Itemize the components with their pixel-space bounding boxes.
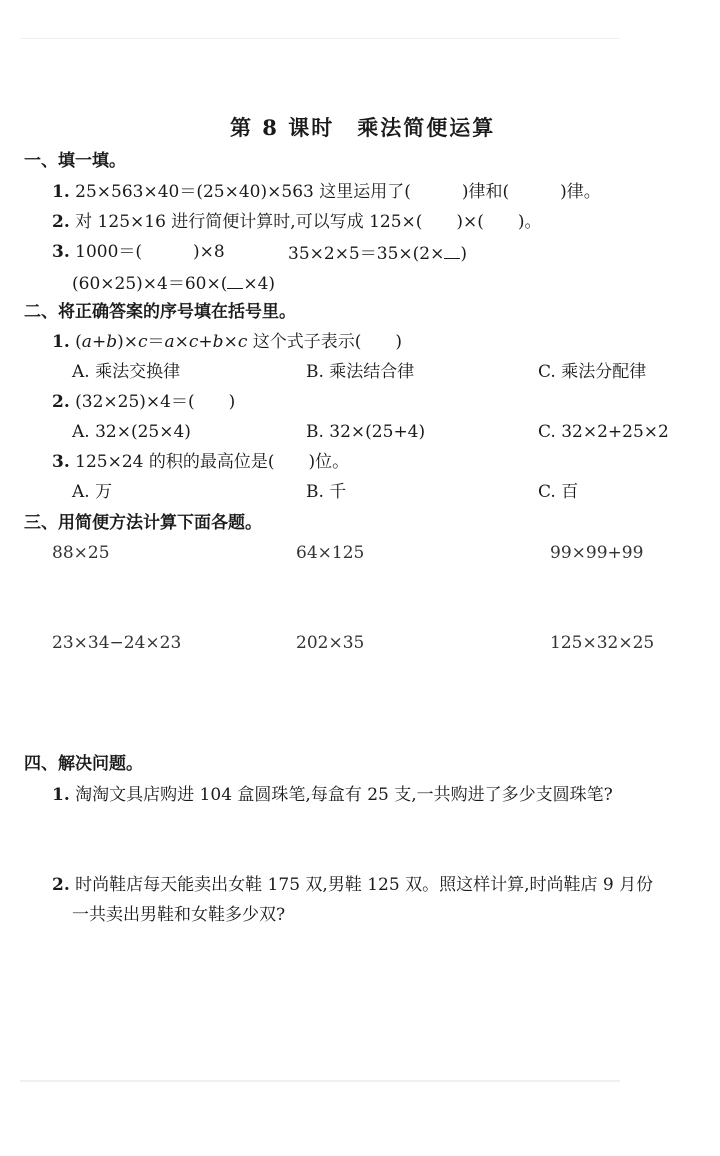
question-text: 这个式子表示( ) bbox=[247, 332, 403, 352]
section-heading-calc: 三、用简便方法计算下面各题。 bbox=[24, 513, 262, 533]
question-text-b: 35×2×5＝35×(2× bbox=[288, 244, 445, 264]
question-text-c: (60×25)×4＝60×( bbox=[72, 274, 228, 294]
formula-part: )× bbox=[117, 332, 138, 352]
question-number: 3. bbox=[52, 242, 70, 262]
question-text-b-end: ) bbox=[460, 244, 467, 264]
question-number: 2. bbox=[52, 392, 70, 412]
formula-part: ( bbox=[75, 332, 82, 352]
section-heading-problems: 四、解决问题。 bbox=[24, 754, 143, 774]
calc-item: 64×125 bbox=[296, 543, 365, 563]
question-text-c-end: ×4) bbox=[243, 274, 276, 294]
choice-question-1 bbox=[52, 334, 402, 351]
fill-question-2 bbox=[52, 214, 542, 231]
option-1b[interactable]: B. 乘法结合律 bbox=[306, 362, 415, 382]
fill-question-1 bbox=[52, 184, 601, 201]
choice-question-3 bbox=[52, 454, 349, 471]
top-rule bbox=[20, 38, 620, 39]
word-problem-2-cont: 一共卖出男鞋和女鞋多少双? bbox=[72, 905, 286, 925]
problem-text: 时尚鞋店每天能卖出女鞋 175 双,男鞋 125 双。照这样计算,时尚鞋店 9 月份 bbox=[75, 875, 654, 895]
formula-var: b bbox=[212, 332, 224, 352]
option-3b[interactable]: B. 千 bbox=[306, 482, 347, 502]
formula-var: a bbox=[81, 332, 92, 352]
option-2b[interactable]: B. 32×(25+4) bbox=[306, 422, 426, 442]
question-number: 2. bbox=[52, 875, 70, 895]
question-number: 1. bbox=[52, 332, 70, 352]
option-2a[interactable]: A. 32×(25×4) bbox=[72, 422, 191, 442]
word-problem-2 bbox=[52, 877, 653, 894]
formula-var: c bbox=[137, 332, 148, 352]
answer-blank[interactable] bbox=[444, 244, 460, 259]
question-number: 2. bbox=[52, 212, 70, 232]
calc-item: 99×99+99 bbox=[550, 543, 644, 563]
calc-item: 23×34−24×23 bbox=[52, 633, 182, 653]
option-2c[interactable]: C. 32×2+25×2 bbox=[538, 422, 669, 442]
answer-blank[interactable] bbox=[227, 274, 243, 289]
problem-text: 淘淘文具店购进 104 盒圆珠笔,每盒有 25 支,一共购进了多少支圆珠笔? bbox=[75, 785, 613, 805]
fill-question-3b bbox=[288, 244, 467, 263]
question-text: (32×25)×4＝( ) bbox=[75, 392, 236, 412]
option-3c[interactable]: C. 百 bbox=[538, 482, 579, 502]
section-heading-choice: 二、将正确答案的序号填在括号里。 bbox=[24, 302, 296, 322]
formula-var: c bbox=[237, 332, 248, 352]
option-1c[interactable]: C. 乘法分配律 bbox=[538, 362, 647, 382]
choice-question-2 bbox=[52, 394, 235, 411]
option-1a[interactable]: A. 乘法交换律 bbox=[72, 362, 181, 382]
question-number: 3. bbox=[52, 452, 70, 472]
word-problem-1 bbox=[52, 787, 613, 804]
fill-question-3c bbox=[72, 274, 275, 293]
formula-part: + bbox=[91, 332, 107, 352]
calc-item: 125×32×25 bbox=[550, 633, 655, 653]
formula-part: ＝ bbox=[147, 332, 165, 352]
calc-item: 202×35 bbox=[296, 633, 365, 653]
calc-item: 88×25 bbox=[52, 543, 110, 563]
fill-question-3 bbox=[52, 244, 225, 261]
bottom-rule bbox=[20, 1080, 620, 1082]
question-text: 25×563×40＝(25×40)×563 这里运用了( )律和( )律。 bbox=[75, 182, 601, 202]
option-3a[interactable]: A. 万 bbox=[72, 482, 113, 502]
formula-var: a bbox=[164, 332, 175, 352]
formula-var: c bbox=[188, 332, 199, 352]
page-title: 第 8 课时 乘法简便运算 bbox=[230, 115, 496, 140]
formula-part: × bbox=[174, 332, 189, 352]
formula-part: × bbox=[223, 332, 238, 352]
section-heading-fill: 一、填一填。 bbox=[24, 151, 126, 171]
formula-part: + bbox=[198, 332, 213, 352]
question-text-a: 1000＝( )×8 bbox=[75, 242, 225, 262]
question-text: 对 125×16 进行简便计算时,可以写成 125×( )×( )。 bbox=[75, 212, 542, 232]
question-number: 1. bbox=[52, 182, 70, 202]
question-text: 125×24 的积的最高位是( )位。 bbox=[75, 452, 350, 472]
formula-var: b bbox=[106, 332, 118, 352]
question-number: 1. bbox=[52, 785, 70, 805]
